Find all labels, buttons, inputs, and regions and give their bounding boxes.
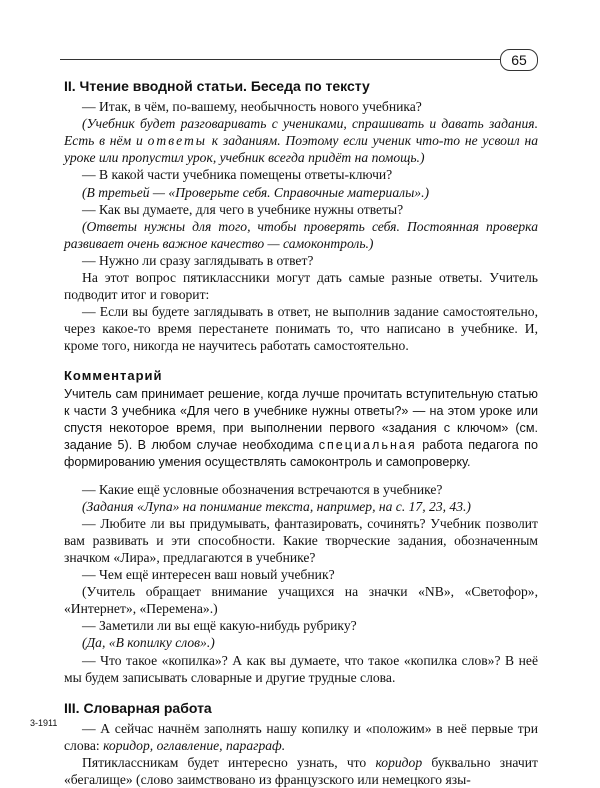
answer-1-text: (Учебник будет разговаривать с учениками, спрашивать и давать задания. Есть в нём и — [64, 116, 538, 149]
answer-1 — [64, 115, 538, 166]
answer-3: (Ответы нужны для того, чтобы проверять себя. Постоянная проверка развивает очень важное качество — самоконтроль.) — [64, 218, 538, 251]
footer-code: 3-1911 — [30, 718, 58, 728]
s3p1-text: — А сейчас начнём заполнять нашу копилку и «положим» в неё первые три слова: — [64, 720, 538, 753]
question-2: — В какой части учебника помещены ответы-ключи? — [82, 167, 393, 183]
question-5: — Какие ещё условные обозначения встречаются в учебнике? — [82, 481, 443, 497]
section-3-title: III. Словарная работа — [64, 699, 212, 716]
section-3-paragraph-2 — [64, 754, 538, 788]
answer-2: (В третьей — «Проверьте себя. Справочные материалы».) — [82, 184, 429, 200]
s3p2-end: буквально значит «бегалище» (слово заимствовано из французского или немецкого язы- — [64, 755, 538, 788]
section-3-paragraph-1 — [64, 720, 538, 754]
paragraph-2: — Если вы будете заглядывать в ответ, не выполнив задание самостоятельно, через какое-то время перестанете понимать то, что написано в учебнике. И, кроме того, никогда не научитесь работать самостоятельно. — [64, 304, 538, 354]
commentary-spaced: специальная — [318, 437, 417, 452]
answer-1-spaced: ответы — [147, 133, 207, 149]
s3p2-start: Пятиклассникам будет интересно узнать, что — [82, 755, 367, 770]
question-9: — Что такое «копилка»? А как вы думаете, что такое «копилка слов»? В неё мы будем записывать словарные и другие трудные слова. — [64, 652, 538, 685]
header-rule — [60, 59, 500, 60]
paragraph-1: На этот вопрос пятиклассники могут дать самые разные ответы. Учитель подводит итог и говорит: — [64, 270, 538, 303]
s3p1-italic: коридор, оглавление, параграф. — [103, 737, 286, 753]
section-2-title: II. Чтение вводной статьи. Беседа по тексту — [64, 78, 370, 94]
answer-5: (Задания «Лупа» на понимание текста, например, на с. 17, 23, 43.) — [82, 498, 471, 514]
question-3: — Как вы думаете, для чего в учебнике нужны ответы? — [82, 201, 404, 217]
spacer — [64, 686, 538, 696]
question-6: — Любите ли вы придумывать, фантазировать, сочинять? Учебник позволит вам развивать и эти способности. Какие творческие задания, обозначенным значком «Лира», предлагаются в учебнике? — [64, 515, 538, 565]
question-7: — Чем ещё интересен ваш новый учебник? — [82, 567, 335, 583]
page-content — [64, 74, 538, 788]
question-4: — Нужно ли сразу заглядывать в ответ? — [82, 252, 314, 268]
commentary-title: Комментарий — [64, 367, 163, 383]
s3p2-italic: коридор — [375, 755, 423, 770]
page-number: 65 — [500, 49, 538, 71]
commentary-text-2: работа педагога по формированию умения осуществлять самоконтроль и самопроверку. — [64, 437, 538, 469]
question-1: — Итак, в чём, по-вашему, необычность нового учебника? — [82, 99, 422, 115]
commentary-text-1: Учитель сам принимает решение, когда лучше прочитать вступительную статью к части 3 учебника «Для чего в учебнике нужны ответы?» — на этом уроке или спустя некоторое время, при выполнении первого «задания с ключом» (см. задание 5). В любом случае необходима — [64, 386, 538, 452]
question-8: — Заметили ли вы ещё какую-нибудь рубрику? — [82, 618, 357, 634]
answer-7: (Учитель обращает внимание учащихся на значки «NB», «Светофор», «Интернет», «Перемена».) — [64, 584, 538, 617]
commentary-text — [64, 386, 538, 471]
answer-1-end: к заданиям. Поэтому если ученик что-то не усвоил на уроке или пропустил урок, учебник всегда придёт на помощь.) — [64, 133, 538, 166]
answer-8: (Да, «В копилку слов».) — [82, 635, 215, 651]
